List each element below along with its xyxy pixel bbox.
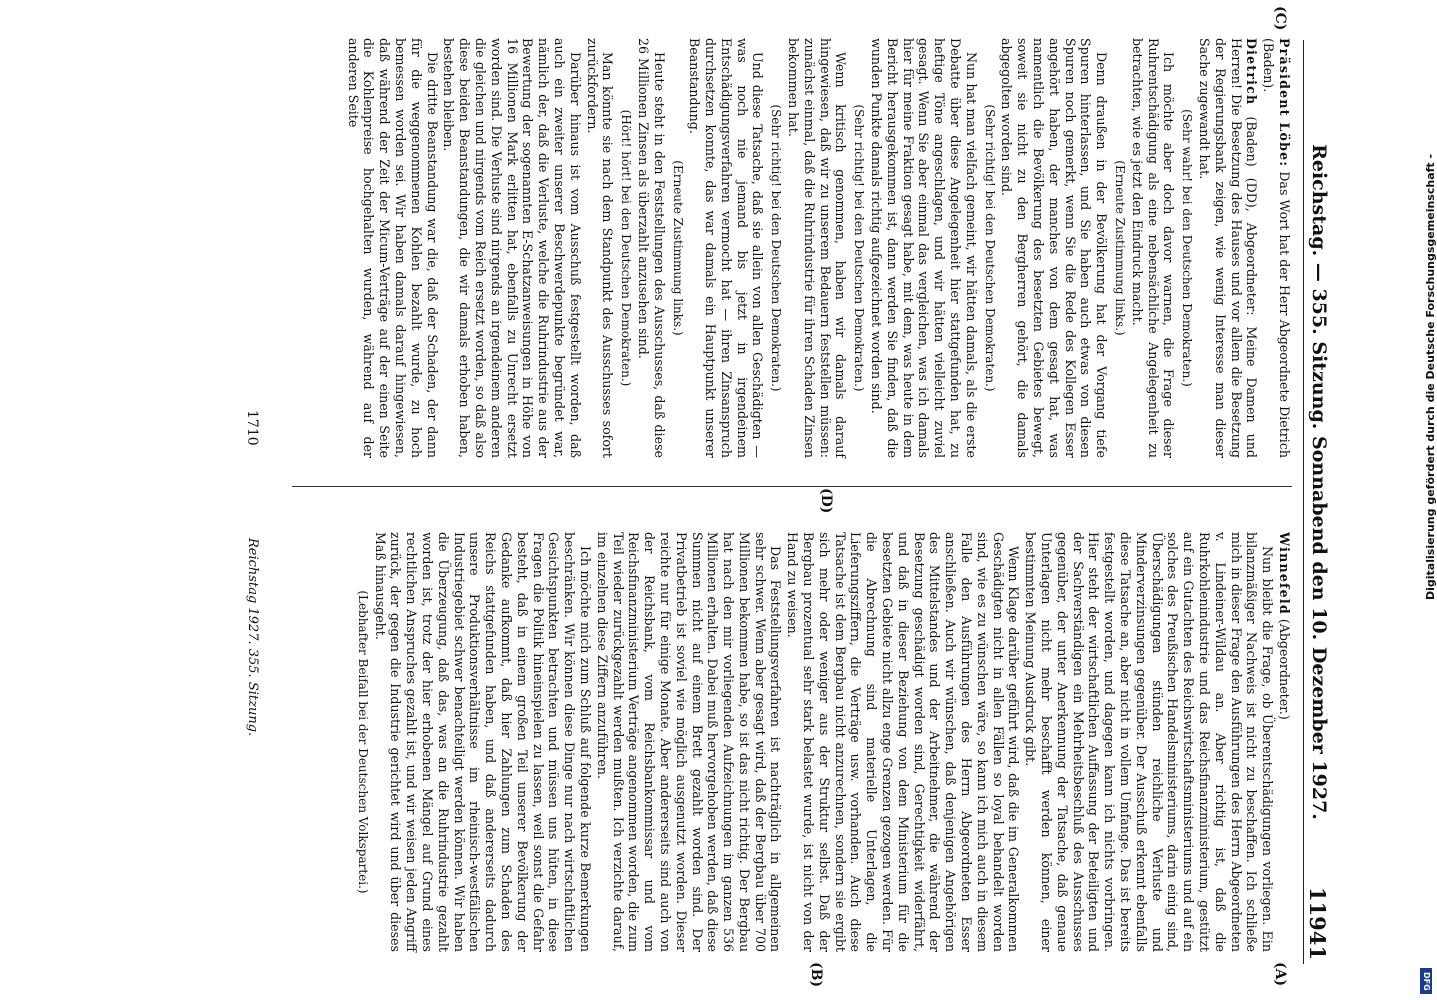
paragraph: Darüber hinaus ist vom Ausschuß festgestellt worden, daß auch ein zweiter unserer Beschwerdepunkte begründet war, nämlich der, daß die Verluste, welche die Ruhrindustrie aus der Bewertung der sogenannten E-Schatzanweisungen in Höhe von 16 Millionen Mark erlitten hat, ebenfalls zu Unrecht ersetzt worden sind. Die Verluste sind nirgends an irgendeinem anderen die gleichen und nirgends vom Reich ersetzt worden, so daß also diese beiden Beanstandungen, die wir damals erhoben haben, bestehen bleiben.	[441, 38, 583, 458]
running-title: Reichstag. — 355. Sitzung. Sonnabend den 10. Dezember 1927.	[1308, 144, 1330, 820]
interjection: (Sehr richtig! bei den Deutschen Demokraten.)	[769, 104, 784, 392]
speaker-name: Präsident Löbe:	[1277, 38, 1292, 168]
paragraph: Man könnte sie nach dem Standpunkt des Ausschusses sofort zurückfordern.	[584, 38, 616, 458]
paragraph: Und diese Tatsache, daß sie allein von allen Geschädigten — was noch nie jemand bis jetzt in irgendeinem Entschädigungsverfahren vermocht hat — ihren Zinsanspruch durchsetzen konnte, das war damals ein Hauptpunkt unserer Beanstandung.	[687, 38, 766, 458]
paragraph: Die dritte Beanstandung war die, daß der Schaden, der dann für die weggenommenen Kohlen bezahlt wurde, zu hoch bemessen worden sei. Wir haben damals darauf hingewiesen, daß während der Zeit der Micum-Verträge auf der einen Seite die Kohlenpreise hochgehalten wurden, während auf der anderen Seite	[345, 38, 440, 458]
paragraph-text: (Baden) (DD), Abgeordneter: Meine Damen und Herren! Die Besetzung des Hauses und vor allem die Besetzung der Regierungsbank zeigen, wie wenig Interesse man dieser Sache zugewandt hat.	[1197, 38, 1260, 458]
paragraph: Ich möchte mich zum Schluß auf folgende kurze Bemerkungen beschränken. Wir können diese Dinge nur nach wirtschaftlichen Gesichtspunkten betrachten und müssen uns hüten, in diese Fragen die Politik hineinspielen zu lassen, weil sonst die Gefahr besteht, daß in einem großen Teil unserer Bevölkerung der Gedanke aufkommt, daß hier Zahlungen zum Schaden des Reichs stattgefunden haben, und daß andererseits dadurch unsere Produktionsverhältnisse im rheinisch-westfälischen Industriegebiet schwer benachteiligt werden können. Wir haben die Überzeugung, daß das, was an die Ruhrindustrie gezahlt worden ist, trotz der hier erhobenen Mängel auf Grund eines rechtlichen Anspruches gezahlt ist, und wir weisen jeden Angriff zurück, der gegen die Industrie gerichtet wird und über dieses Maß hinausgeht.	[372, 532, 593, 952]
paragraph: Wenn kritisch genommen, haben wir damals darauf hingewiesen, daß wir zu unserem Bedauern feststellen müssen: zunächst einmal, daß die Ruhrindustrie für ihren Schaden Zinsen bekommen hat.	[786, 38, 849, 458]
column-divider	[292, 486, 1292, 487]
paragraph	[1276, 532, 1292, 952]
speaker-name: Winnefeld	[1277, 532, 1292, 615]
paragraph: Heute steht in den Feststellungen des Ausschusses, daß diese 26 Millionen Zinsen als überzahlt anzusehen sind.	[635, 38, 667, 458]
paragraph: Das Feststellungsverfahren ist nachträglich in allgemeinen sehr schwer. Wenn aber gesagt wird, daß der Bergbau über 700 Millionen bekommen habe, so ist das nicht richtig. Der Bergbau hat nach den mir vorliegenden Aufzeichnungen im ganzen 536 Millionen erhalten. Dabei muß hervorgehoben werden, daß diese Summen nicht auf einem Brett gezahlt worden sind. Der Privatbetrieb ist soviel wie möglich ausgenutzt worden. Dieser reichte nur für einige Monate. Aber andererseits sind auch von der Reichsbank, vom Reichsbankommissar und vom Reichsfinanzministerium Verträge angenommen worden, die zum Teil wieder zurückgezahlt werden mußten. Ich verzichte darauf, im einzelnen diese Ziffern anzuführen.	[594, 532, 784, 952]
interjection: (Erneute Zustimmung links.)	[1113, 160, 1128, 336]
header-rule	[1303, 40, 1304, 964]
paragraph	[1260, 38, 1292, 458]
margin-mark-d: (D)	[818, 488, 834, 514]
paragraph-text: Das Wort hat der Herr Abgeordnete Dietrich (Baden).	[1261, 38, 1292, 458]
interjection: (Hört! hört! bei den Deutschen Demokraten.)	[619, 109, 634, 387]
dfg-logo: DFG	[1420, 968, 1432, 994]
paragraph	[1196, 38, 1259, 458]
paragraph: Denn draußen in der Bevölkerung hat der Vorgang tiefe Spuren hinterlassen, und Sie haben auch etwas von diesen Spuren noch gemerkt, wenn Sie die Rede des Kollegen Esser angehört haben, der manches von dem gesagt hat, was namentlich die Bevölkerung des besetzten Gebietes bewegt, soweit sie nicht zu den Bergherren gehört, die damals abgegolten worden sind.	[999, 38, 1110, 458]
speaker-name: Dietrich	[1244, 38, 1260, 106]
interjection: (Lebhafter Beifall bei der Deutschen Volkspartei.)	[355, 590, 370, 894]
interjection: (Sehr richtig! bei den Deutschen Demokraten.)	[982, 104, 997, 392]
paragraph-text: (Abgeordneter.)	[1277, 614, 1292, 720]
digitization-credit: Digitalisierung gefördert durch die Deutsche Forschungsgemeinschaft -	[1424, 153, 1437, 600]
page-body	[74, 0, 1334, 1000]
margin-mark-c: (C)	[1272, 6, 1288, 31]
paragraph: Wenn Klage darüber geführt wird, daß die im Generalkommen Geschädigten nicht in allen Fällen so loyal behandelt worden sind, wie es zu wünschen wäre, so kann ich mich auch in diesem Falle den Ausführungen des Herrn Abgeordneten Esser anschließen. Auch wir wünschen, daß denjenigen Angehörigen des Mittelstandes und der Arbeitnehmer, die während der Besetzung geschädigt worden sind, Gerechtigkeit widerfährt, und daß in dieser Beziehung von dem Ministerium für die besetzten Gebiete nicht allzu enge Grenzen gezogen werden. Für die Abrechnung sind materielle Unterlagen, die Lieferungsziffern, die Verträge usw. vorhanden. Auch diese Tatsache ist dem Bergbau nicht anzurechnen, sondern sie ergibt sich mehr oder weniger aus der Struktur selbst. Daß der Bergbau prozentual sehr stark belastet wurde, ist nicht von der Hand zu weisen.	[785, 532, 1022, 952]
margin-mark-a: (A)	[1272, 962, 1288, 987]
margin-mark-b: (B)	[808, 962, 824, 988]
text-column-right	[344, 38, 1292, 458]
footer-code: 1710	[244, 410, 260, 446]
paragraph: Nun hat man vielfach gemeint, wir hätten damals, als die erste Debatte über diese Angelegenheit hier stattgefunden hat, zu heftige Töne angeschlagen, und wir hätten vielleicht zuviel gesagt. Wenn Sie aber einmal das vergleichen, was ich damals hier für meine Fraktion gesagt habe, mit dem, was heute in dem Bericht herausgekommen ist, dann werden Sie finden, daß die wunden Punkte damals richtig aufgezeichnet worden sind.	[869, 38, 979, 458]
footer-session: Reichstag 1927. 355. Sitzung.	[245, 538, 260, 737]
text-column-left	[352, 532, 1292, 952]
interjection: (Erneute Zustimmung links.)	[670, 160, 685, 336]
running-head	[1304, 40, 1334, 964]
interjection: (Sehr richtig! bei den Deutschen Demokraten.)	[852, 104, 867, 392]
interjection: (Sehr wahr! bei den Deutschen Demokraten.)	[1180, 109, 1195, 387]
paragraph: Ich möchte aber doch davor warnen, die Frage dieser Ruhrentschädigung als eine nebensächliche Angelegenheit zu betrachten, wie es jetzt den Eindruck macht.	[1129, 38, 1177, 458]
paragraph: Nun bleibt die Frage, ob Überentschädigungen vorliegen. Ein bilanzmäßiger Nachweis ist nicht zu beschaffen. Ich schließe mich in dieser Frage den Ausführungen des Herrn Abgeordneten v. Lindeiner-Wildau an. Aber richtig ist, daß die Ruhrkohlenindustrie und das Reichsfinanzministerium, gestützt auf ein Gutachten des Reichswirtschaftsministeriums und auf ein solches des Preußischen Handelsministeriums, darin einig sind, Überschädigungen stünden reichliche Verluste und Minderverzinsungen gegenüber. Der Ausschuß erkennt ebenfalls diese Tatsache an, aber nicht in vollem Umfange. Das ist bereits festgestellt worden, und dagegen kann ich nichts vorbringen. Hier steht der wirtschaftlichen Auffassung der Beteiligten und der Sachverständigen ein Mehrheitsbeschluß des Ausschusses gegenüber, der unter Anerkennung der Tatsache, daß genaue Unterlagen nicht mehr beschafft werden können, einer bestimmten Meinung Ausdruck gibt.	[1023, 532, 1276, 952]
page-number: 11941	[1305, 886, 1330, 960]
